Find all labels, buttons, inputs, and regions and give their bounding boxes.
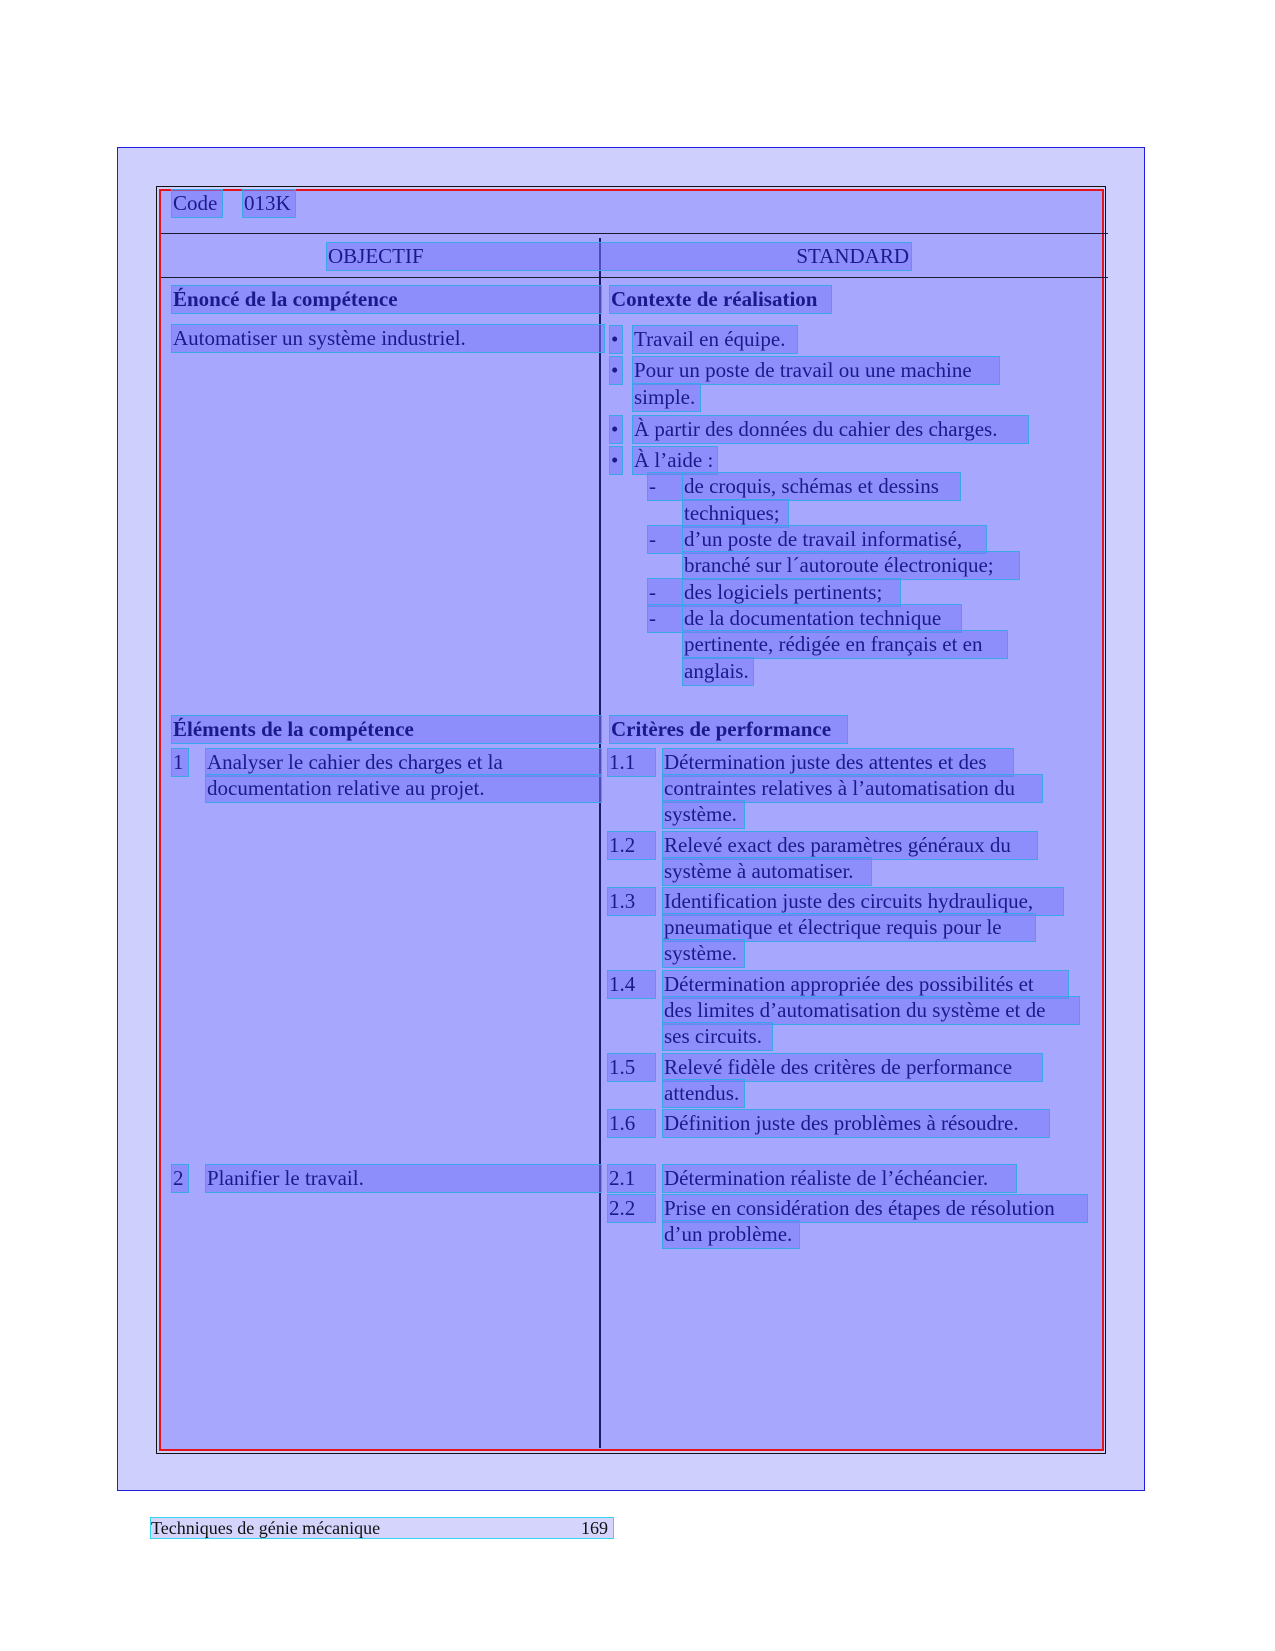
header-divider: [161, 233, 1108, 234]
critere-1-1-number: 1.1: [608, 749, 655, 776]
sub-item-4-line1: de la documentation technique: [683, 605, 961, 632]
critere-2-2-line1: Prise en considération des étapes de résolution: [663, 1195, 1087, 1222]
sub-item-4-line3: anglais.: [683, 658, 753, 685]
elements-title: Éléments de la compétence: [172, 716, 601, 743]
element-2-number: 2: [172, 1165, 188, 1192]
sub-item-2-line1: d’un poste de travail informatisé,: [683, 526, 986, 553]
code-value: 013K: [243, 190, 295, 217]
contexte-item-1: Travail en équipe.: [633, 326, 797, 353]
critere-2-1-number: 2.1: [608, 1165, 655, 1192]
sub-item-1-line2: techniques;: [683, 500, 788, 527]
contexte-item-2-line2: simple.: [633, 384, 700, 411]
bullet-icon: •: [610, 326, 622, 353]
critere-1-5-line1: Relevé fidèle des critères de performance: [663, 1054, 1042, 1081]
critere-1-1-line3: système.: [663, 801, 744, 828]
critere-1-3-number: 1.3: [608, 888, 655, 915]
bullet-icon: •: [610, 447, 622, 474]
sub-item-3: des logiciels pertinents;: [683, 579, 900, 606]
page-footer: [151, 1518, 613, 1538]
bullet-icon: •: [610, 416, 622, 443]
critere-2-2-line2: d’un problème.: [663, 1221, 799, 1248]
critere-2-1-line1: Détermination réaliste de l’échéancier.: [663, 1165, 1016, 1192]
dash-icon: -: [648, 473, 682, 500]
criteres-title: Critères de performance: [610, 716, 847, 743]
dash-icon: -: [648, 526, 682, 553]
critere-1-2-line2: système à automatiser.: [663, 858, 871, 885]
critere-1-3-line2: pneumatique et électrique requis pour le: [663, 914, 1035, 941]
enonce-text: Automatiser un système industriel.: [172, 325, 604, 352]
column-divider: [599, 238, 601, 1448]
enonce-title: Énoncé de la compétence: [172, 286, 601, 313]
critere-1-5-line2: attendus.: [663, 1080, 744, 1107]
element-1-line1: Analyser le cahier des charges et la: [206, 749, 601, 776]
header-standard: STANDARD: [796, 244, 909, 268]
contexte-item-4: À l’aide :: [633, 447, 717, 474]
contexte-item-2-line1: Pour un poste de travail ou une machine: [633, 357, 999, 384]
critere-1-3-line1: Identification juste des circuits hydraulique,: [663, 888, 1063, 915]
critere-1-3-line3: système.: [663, 940, 744, 967]
element-1-line2: documentation relative au projet.: [206, 775, 601, 802]
critere-1-2-line1: Relevé exact des paramètres généraux du: [663, 832, 1037, 859]
critere-1-4-number: 1.4: [608, 971, 655, 998]
element-1-number: 1: [172, 749, 188, 776]
contexte-title: Contexte de réalisation: [610, 286, 831, 313]
critere-1-4-line2: des limites d’automatisation du système et de: [663, 997, 1079, 1024]
critere-1-2-number: 1.2: [608, 832, 655, 859]
critere-1-6-number: 1.6: [608, 1110, 655, 1137]
element-2-text: Planifier le travail.: [206, 1165, 601, 1192]
sub-item-1-line1: de croquis, schémas et dessins: [683, 473, 960, 500]
footer-title: Techniques de génie mécanique: [151, 1518, 381, 1538]
critere-1-5-number: 1.5: [608, 1054, 655, 1081]
dash-icon: -: [648, 579, 682, 606]
critere-1-4-line1: Détermination appropriée des possibilités et: [663, 971, 1068, 998]
critere-1-4-line3: ses circuits.: [663, 1023, 772, 1050]
sub-item-4-line2: pertinente, rédigée en français et en: [683, 631, 1007, 658]
header-divider-2: [161, 277, 1108, 278]
critere-2-2-number: 2.2: [608, 1195, 655, 1222]
dash-icon: -: [648, 605, 682, 632]
critere-1-6-line1: Définition juste des problèmes à résoudre.: [663, 1110, 1049, 1137]
sub-item-2-line2: branché sur l´autoroute électronique;: [683, 552, 1019, 579]
page-number: 169: [581, 1518, 608, 1538]
bullet-icon: •: [610, 357, 622, 384]
code-label: Code: [172, 190, 222, 217]
header-objectif: OBJECTIF STANDARD: [328, 244, 909, 268]
contexte-item-3: À partir des données du cahier des charges.: [633, 416, 1028, 443]
critere-1-1-line1: Détermination juste des attentes et des: [663, 749, 1013, 776]
critere-1-1-line2: contraintes relatives à l’automatisation du: [663, 775, 1042, 802]
